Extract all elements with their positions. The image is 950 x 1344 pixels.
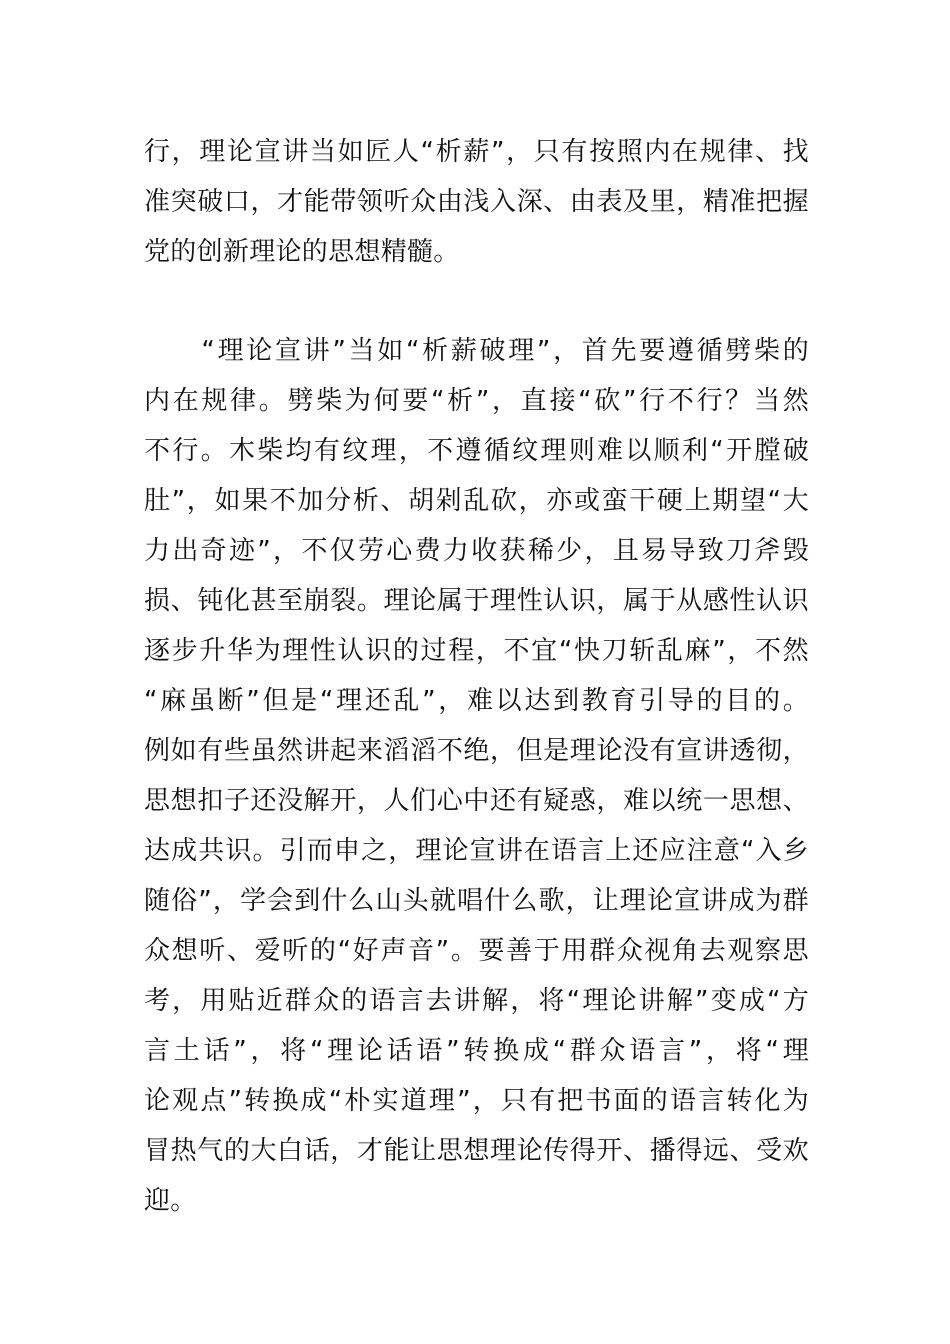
paragraph-line: 党的创新理论的思想精髓。 xyxy=(144,237,460,267)
paragraph-line: 冒热气的大白话，才能让思想理论传得开、播得远、受欢 xyxy=(144,1136,809,1166)
paragraph-line: 考，用贴近群众的语言去讲解，将“理论讲解”变成“方 xyxy=(144,986,809,1016)
paragraph-line: 例如有些虽然讲起来滔滔不绝，但是理论没有宣讲透彻， xyxy=(144,736,809,766)
paragraph-line: 达成共识。引而申之，理论宣讲在语言上还应注意“入乡 xyxy=(144,836,809,866)
paragraph-line: 肚”，如果不加分析、胡剁乱砍，亦或蛮干硬上期望“大 xyxy=(144,486,809,516)
paragraph-line: 论观点”转换成“朴实道理”，只有把书面的语言转化为 xyxy=(144,1086,809,1116)
paragraph-line: 力出奇迹”，不仅劳心费力收获稀少，且易导致刀斧毁 xyxy=(144,536,809,566)
paragraph-1 xyxy=(144,127,809,277)
paragraph-line: 损、钝化甚至崩裂。理论属于理性认识，属于从感性认识 xyxy=(144,586,809,616)
paragraph-line: “理论宣讲”当如“析薪破理”，首先要遵循劈柴的 xyxy=(144,336,809,366)
paragraph-line: 不行。木柴均有纹理，不遵循纹理则难以顺利“开膛破 xyxy=(144,436,809,466)
paragraph-line: “麻虽断”但是“理还乱”，难以达到教育引导的目的。 xyxy=(144,686,809,716)
paragraph-2 xyxy=(144,326,809,1226)
paragraph-line: 内在规律。劈柴为何要“析”，直接“砍”行不行？当然 xyxy=(144,386,809,416)
paragraph-line: 随俗”，学会到什么山头就唱什么歌，让理论宣讲成为群 xyxy=(144,886,809,916)
paragraph-line: 迎。 xyxy=(144,1186,197,1216)
paragraph-line: 众想听、爱听的“好声音”。要善于用群众视角去观察思 xyxy=(144,936,809,966)
paragraph-line: 言土话”，将“理论话语”转换成“群众语言”，将“理 xyxy=(144,1036,809,1066)
paragraph-line: 逐步升华为理性认识的过程，不宜“快刀斩乱麻”，不然 xyxy=(144,636,809,666)
paragraph-line: 准突破口，才能带领听众由浅入深、由表及里，精准把握 xyxy=(144,187,809,217)
paragraph-line: 思想扣子还没解开，人们心中还有疑惑，难以统一思想、 xyxy=(144,786,809,816)
paragraph-line: 行，理论宣讲当如匠人“析薪”，只有按照内在规律、找 xyxy=(144,137,809,167)
